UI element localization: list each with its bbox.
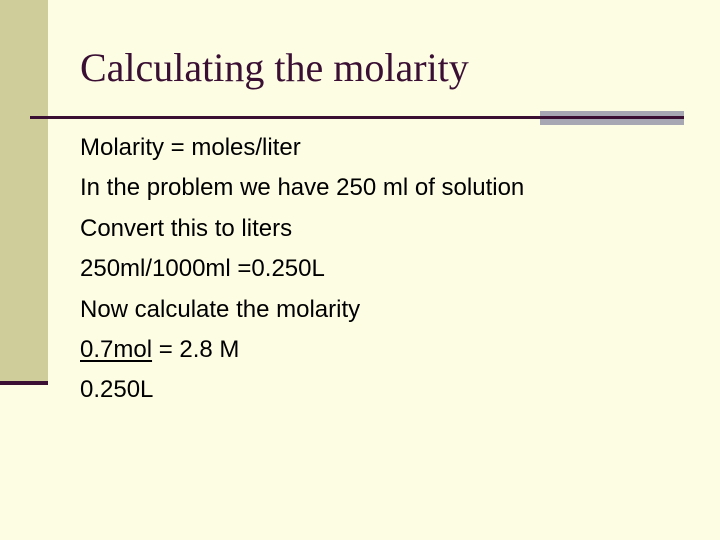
- fraction-numerator: 0.7mol: [80, 335, 153, 363]
- body-line-fraction-denominator: 0.250L: [80, 376, 154, 404]
- body-line-molarity-definition: Molarity = moles/liter: [80, 134, 301, 161]
- title-divider-line: [30, 116, 542, 119]
- slide-title: Calculating the molarity: [80, 45, 469, 90]
- body-line-convert-instruction: Convert this to liters: [80, 214, 293, 242]
- body-line-calculate-instruction: Now calculate the molarity: [80, 295, 361, 323]
- body-line-problem-statement: In the problem we have 250 ml of solution: [80, 174, 525, 202]
- side-band-decoration: [0, 0, 48, 383]
- title-divider-accent: [540, 111, 684, 125]
- slide-body: [80, 130, 524, 413]
- body-line-fraction-numerator: [80, 332, 524, 372]
- side-accent-bar: [0, 381, 48, 385]
- fraction-result: = 2.8 M: [152, 335, 240, 363]
- body-line-conversion: 250ml/1000ml =0.250L: [80, 255, 325, 283]
